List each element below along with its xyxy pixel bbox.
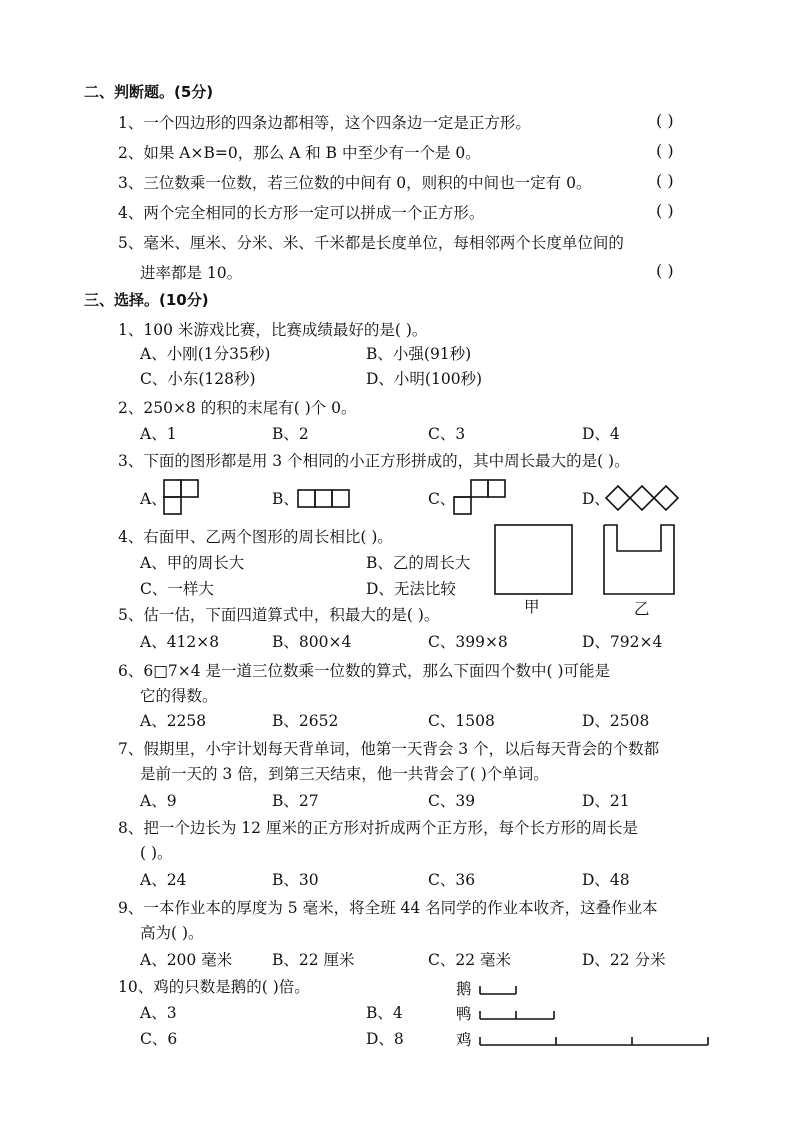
q10-option-d[interactable]: D、8 [366, 1030, 404, 1048]
q10-stem: 10、鸡的只数是鹅的( )倍。 [118, 978, 310, 996]
q4-option-c[interactable]: C、一样大 [140, 580, 214, 598]
q6-option-c[interactable]: C、1508 [428, 712, 495, 730]
q10-bar-diagram [476, 980, 716, 1052]
q7-stem-cont: 是前一天的 3 倍，到第三天结束，他一共背会了( )个单词。 [140, 765, 549, 783]
q5-option-c[interactable]: C、399×8 [428, 633, 508, 651]
q9-stem-cont: 高为( )。 [140, 924, 204, 942]
judge-item-2: 2、如果 A×B=0，那么 A 和 B 中至少有一个是 0。 [118, 144, 481, 162]
q5-option-a[interactable]: A、412×8 [140, 633, 220, 651]
q3-option-b[interactable]: B、 [272, 490, 299, 508]
q7-option-b[interactable]: B、27 [272, 792, 319, 810]
judge-item-3: 3、三位数乘一位数，若三位数的中间有 0，则积的中间也一定有 0。 [118, 174, 592, 192]
q9-option-b[interactable]: B、22 厘米 [272, 951, 355, 969]
q4-option-a[interactable]: A、甲的周长大 [140, 554, 245, 572]
q8-option-a[interactable]: A、24 [140, 871, 187, 889]
q4-figures [492, 522, 682, 596]
answer-paren[interactable]: ( ) [656, 261, 674, 280]
q8-stem-cont: ( )。 [140, 844, 173, 862]
q3-option-d[interactable]: D、 [582, 490, 610, 508]
q3-option-c[interactable]: C、 [428, 490, 456, 508]
q5-option-d[interactable]: D、792×4 [582, 633, 663, 651]
q4-fig-label-b: 乙 [634, 600, 650, 618]
q6-stem-cont: 它的得数。 [140, 687, 218, 705]
q1-option-a[interactable]: A、小刚(1分35秒) [140, 345, 271, 363]
q10-option-c[interactable]: C、6 [140, 1030, 178, 1048]
answer-paren[interactable]: ( ) [656, 111, 674, 130]
q3-figure-a [160, 478, 200, 518]
q9-option-a[interactable]: A、200 毫米 [140, 951, 233, 969]
choice-section-title: 三、选择。(10分) [84, 291, 209, 309]
q2-option-d[interactable]: D、4 [582, 425, 620, 443]
q3-figure-b [294, 488, 354, 510]
answer-paren[interactable]: ( ) [656, 171, 674, 190]
q5-option-b[interactable]: B、800×4 [272, 633, 352, 651]
q3-stem: 3、下面的图形都是用 3 个相同的小正方形拼成的，其中周长最大的是( )。 [118, 452, 630, 470]
q2-stem: 2、250×8 的积的末尾有( )个 0。 [118, 399, 357, 417]
q1-stem: 1、100 米游戏比赛，比赛成绩最好的是( )。 [118, 321, 428, 339]
answer-paren[interactable]: ( ) [656, 141, 674, 160]
bar-label-duck: 鸭 [456, 1005, 472, 1023]
q8-option-c[interactable]: C、36 [428, 871, 476, 889]
q1-option-d[interactable]: D、小明(100秒) [366, 370, 483, 388]
q7-stem: 7、假期里，小宇计划每天背单词，他第一天背会 3 个，以后每天背会的个数都 [118, 740, 660, 758]
judge-item-4: 4、两个完全相同的长方形一定可以拼成一个正方形。 [118, 204, 485, 222]
q1-option-b[interactable]: B、小强(91秒) [366, 345, 472, 363]
q6-stem: 6、6□7×4 是一道三位数乘一位数的算式，那么下面四个数中( )可能是 [118, 662, 611, 680]
q3-figure-c [450, 478, 510, 518]
q4-option-d[interactable]: D、无法比较 [366, 580, 456, 598]
q9-option-c[interactable]: C、22 毫米 [428, 951, 512, 969]
q2-option-c[interactable]: C、3 [428, 425, 466, 443]
q8-option-d[interactable]: D、48 [582, 871, 630, 889]
q2-option-b[interactable]: B、2 [272, 425, 309, 443]
bar-label-chicken: 鸡 [456, 1031, 472, 1049]
q6-option-b[interactable]: B、2652 [272, 712, 339, 730]
q3-figure-d [604, 484, 680, 514]
q7-option-a[interactable]: A、9 [140, 792, 177, 810]
q2-option-a[interactable]: A、1 [140, 425, 177, 443]
q4-option-b[interactable]: B、乙的周长大 [366, 554, 471, 572]
q10-option-b[interactable]: B、4 [366, 1004, 403, 1022]
judge-item-5: 5、毫米、厘米、分米、米、千米都是长度单位，每相邻两个长度单位间的 [118, 234, 624, 252]
q9-option-d[interactable]: D、22 分米 [582, 951, 666, 969]
q10-option-a[interactable]: A、3 [140, 1004, 177, 1022]
bar-label-goose: 鹅 [456, 980, 472, 998]
q1-option-c[interactable]: C、小东(128秒) [140, 370, 256, 388]
q4-fig-label-a: 甲 [524, 598, 540, 616]
q4-stem: 4、右面甲、乙两个图形的周长相比( )。 [118, 528, 393, 546]
answer-paren[interactable]: ( ) [656, 201, 674, 220]
q9-stem: 9、一本作业本的厚度为 5 毫米，将全班 44 名同学的作业本收齐，这叠作业本 [118, 899, 658, 917]
q8-stem: 8、把一个边长为 12 厘米的正方形对折成两个正方形，每个长方形的周长是 [118, 819, 638, 837]
q7-option-d[interactable]: D、21 [582, 792, 630, 810]
q6-option-a[interactable]: A、2258 [140, 712, 207, 730]
q6-option-d[interactable]: D、2508 [582, 712, 650, 730]
judge-item-1: 1、一个四边形的四条边都相等，这个四条边一定是正方形。 [118, 114, 531, 132]
q8-option-b[interactable]: B、30 [272, 871, 319, 889]
judge-section-title: 二、判断题。(5分) [84, 83, 214, 101]
judge-item-5-cont: 进率都是 10。 [140, 264, 243, 282]
q5-stem: 5、估一估，下面四道算式中，积最大的是( )。 [118, 606, 440, 624]
q7-option-c[interactable]: C、39 [428, 792, 476, 810]
q3-option-a[interactable]: A、 [140, 490, 167, 508]
